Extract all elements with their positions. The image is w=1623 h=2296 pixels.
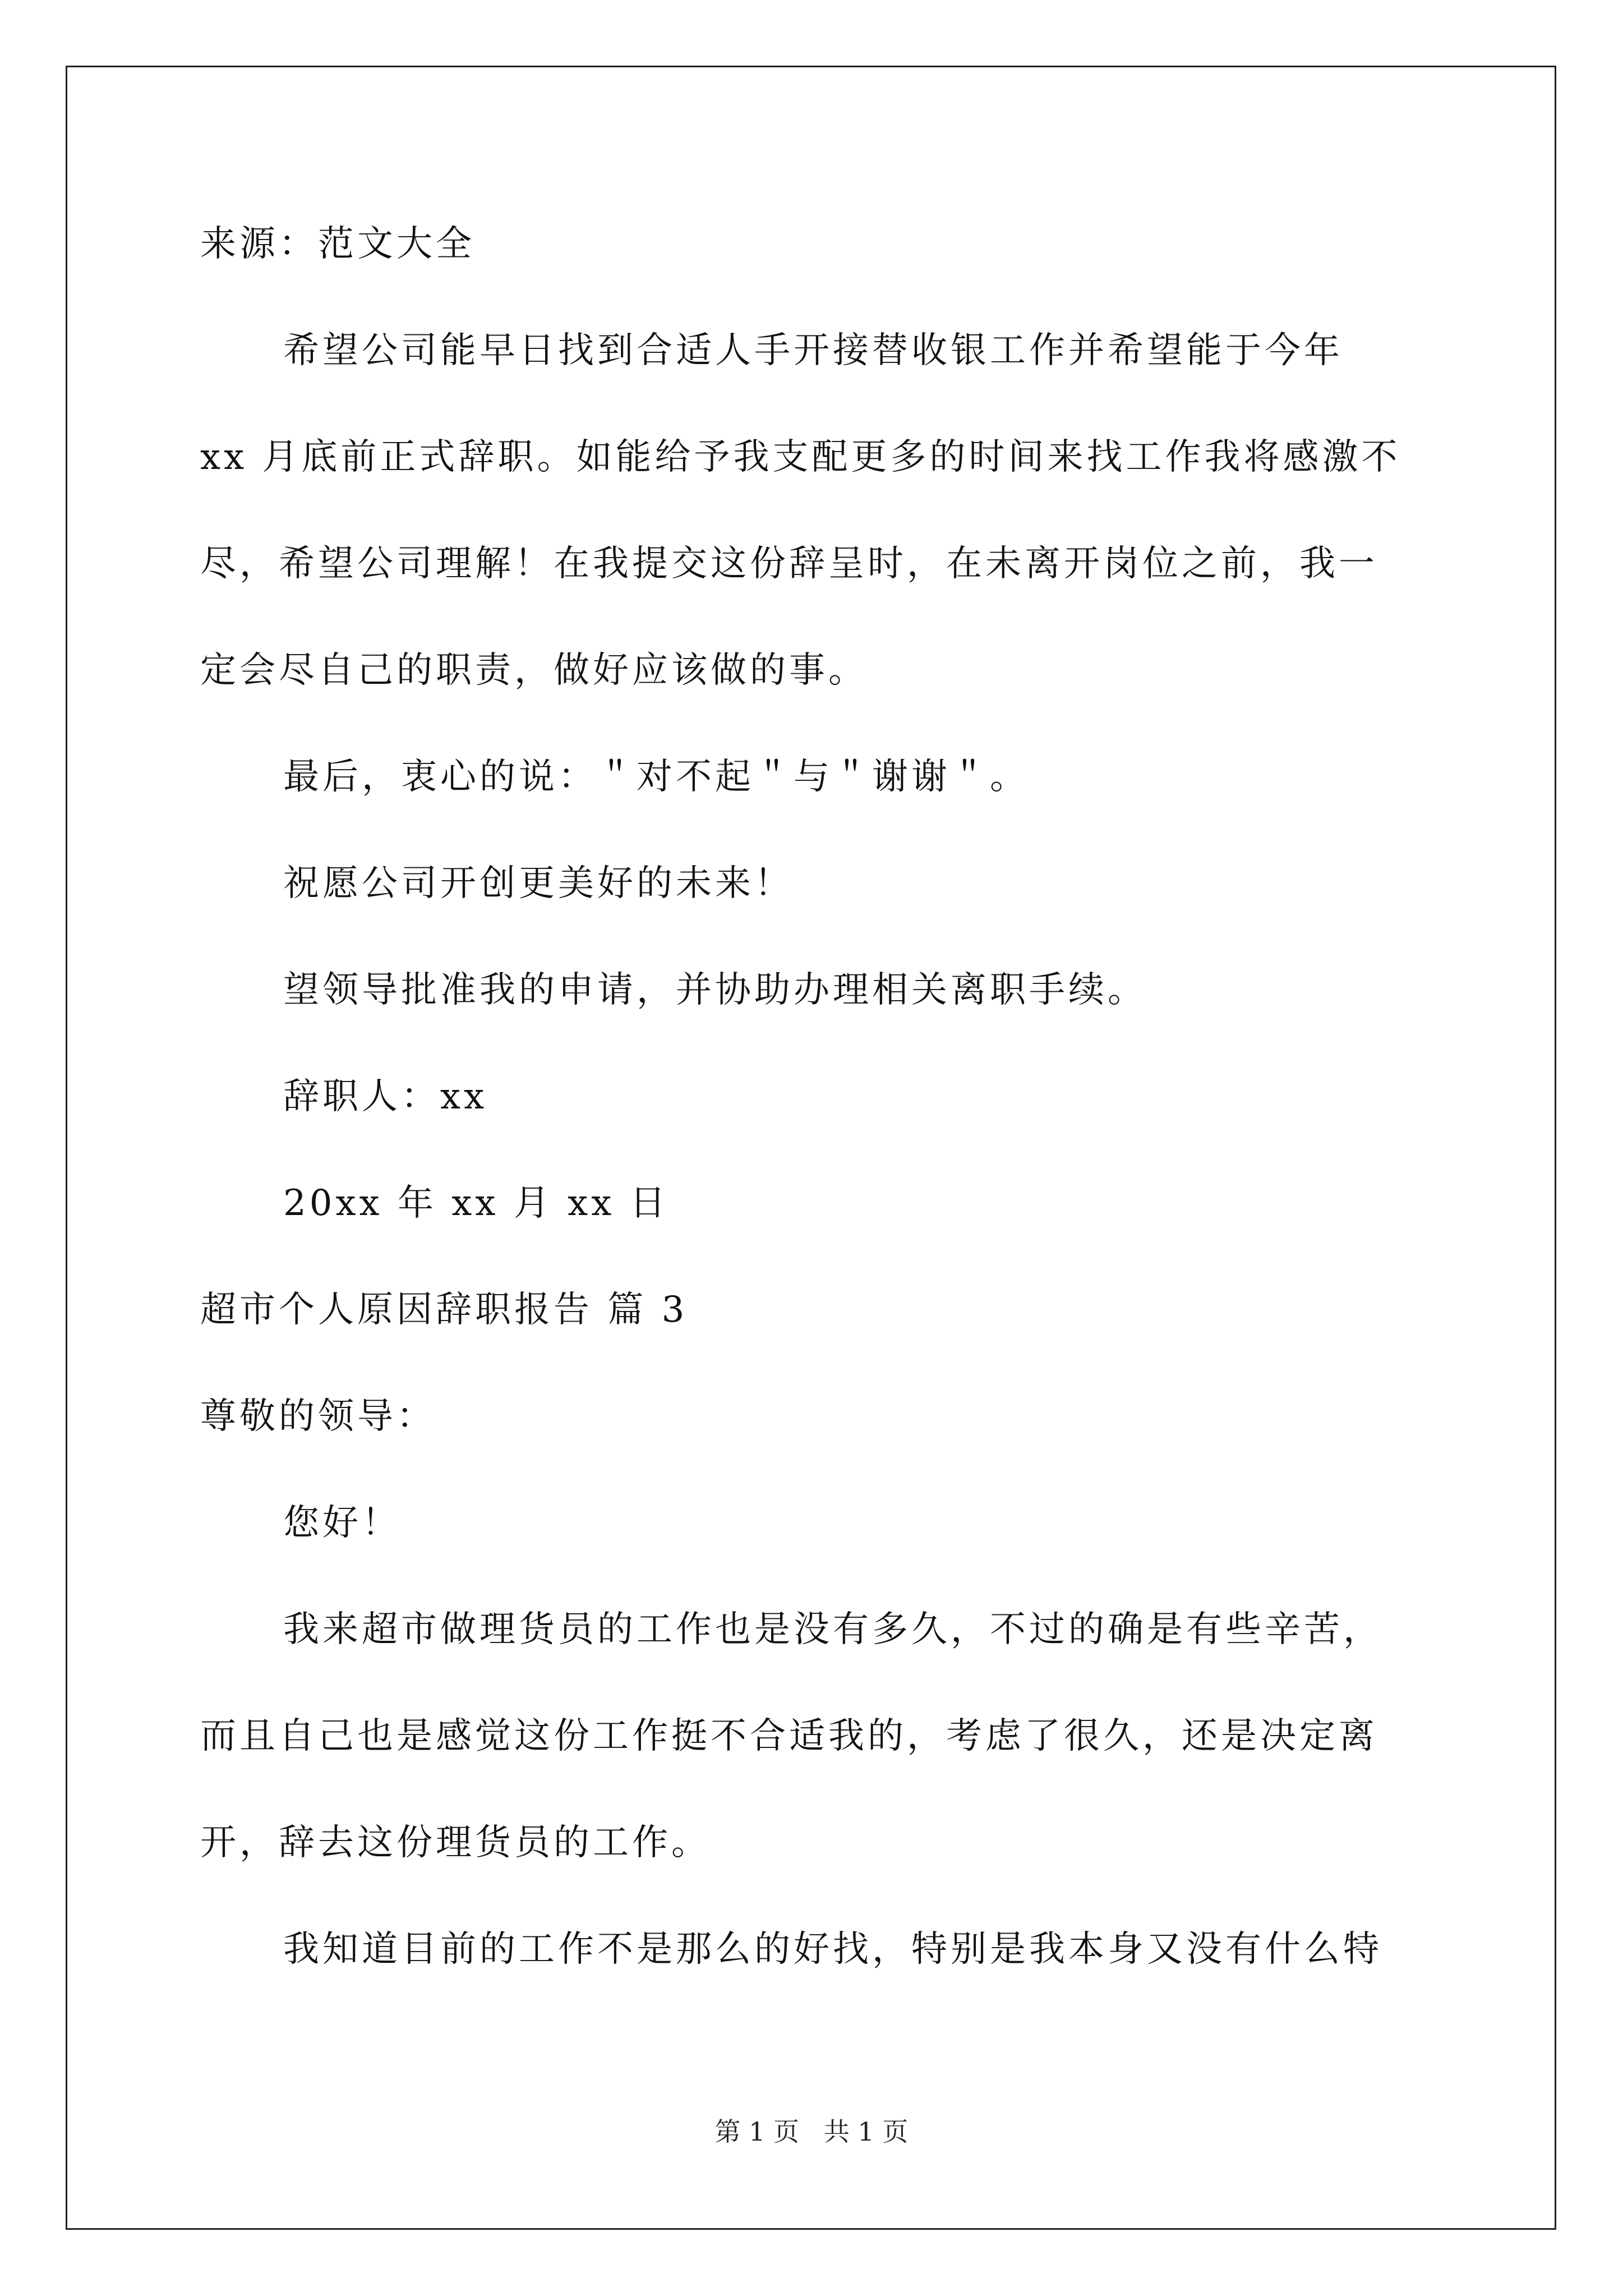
paragraph-line: 开，辞去这份理货员的工作。 xyxy=(200,1822,711,1864)
greeting: 您好！ xyxy=(283,1502,401,1544)
page-frame xyxy=(66,66,1556,2230)
section-heading: 超市个人原因辞职报告 篇 3 xyxy=(200,1289,688,1331)
paragraph-line: 尽，希望公司理解！在我提交这份辞呈时，在未离开岗位之前，我一 xyxy=(200,543,1378,585)
paragraph-line: 而且自己也是感觉这份工作挺不合适我的，考虑了很久，还是决定离 xyxy=(200,1715,1378,1757)
paragraph-line: 望领导批准我的申请，并协助办理相关离职手续。 xyxy=(283,969,1147,1011)
paragraph-line: 祝愿公司开创更美好的未来！ xyxy=(283,863,794,904)
paragraph-line: 我知道目前的工作不是那么的好找，特别是我本身又没有什么特 xyxy=(283,1929,1382,1970)
page-footer: 第 1 页 共 1 页 xyxy=(714,2116,909,2147)
paragraph-line: 希望公司能早日找到合适人手开接替收银工作并希望能于今年 xyxy=(283,330,1343,371)
paragraph-line: 最后，衷心的说：＂对不起＂与＂谢谢＂。 xyxy=(283,756,1029,798)
paragraph-line: 定会尽自己的职责，做好应该做的事。 xyxy=(200,650,868,691)
salutation: 尊敬的领导： xyxy=(200,1396,436,1437)
date-line: 20xx 年 xx 月 xx 日 xyxy=(283,1182,669,1224)
paragraph-line: 我来超市做理货员的工作也是没有多久，不过的确是有些辛苦， xyxy=(283,1609,1382,1650)
paragraph-line: xx 月底前正式辞职。如能给予我支配更多的时间来找工作我将感激不 xyxy=(200,436,1401,478)
signature-line: 辞职人：xx xyxy=(283,1076,488,1117)
source-line: 来源：范文大全 xyxy=(200,223,475,265)
